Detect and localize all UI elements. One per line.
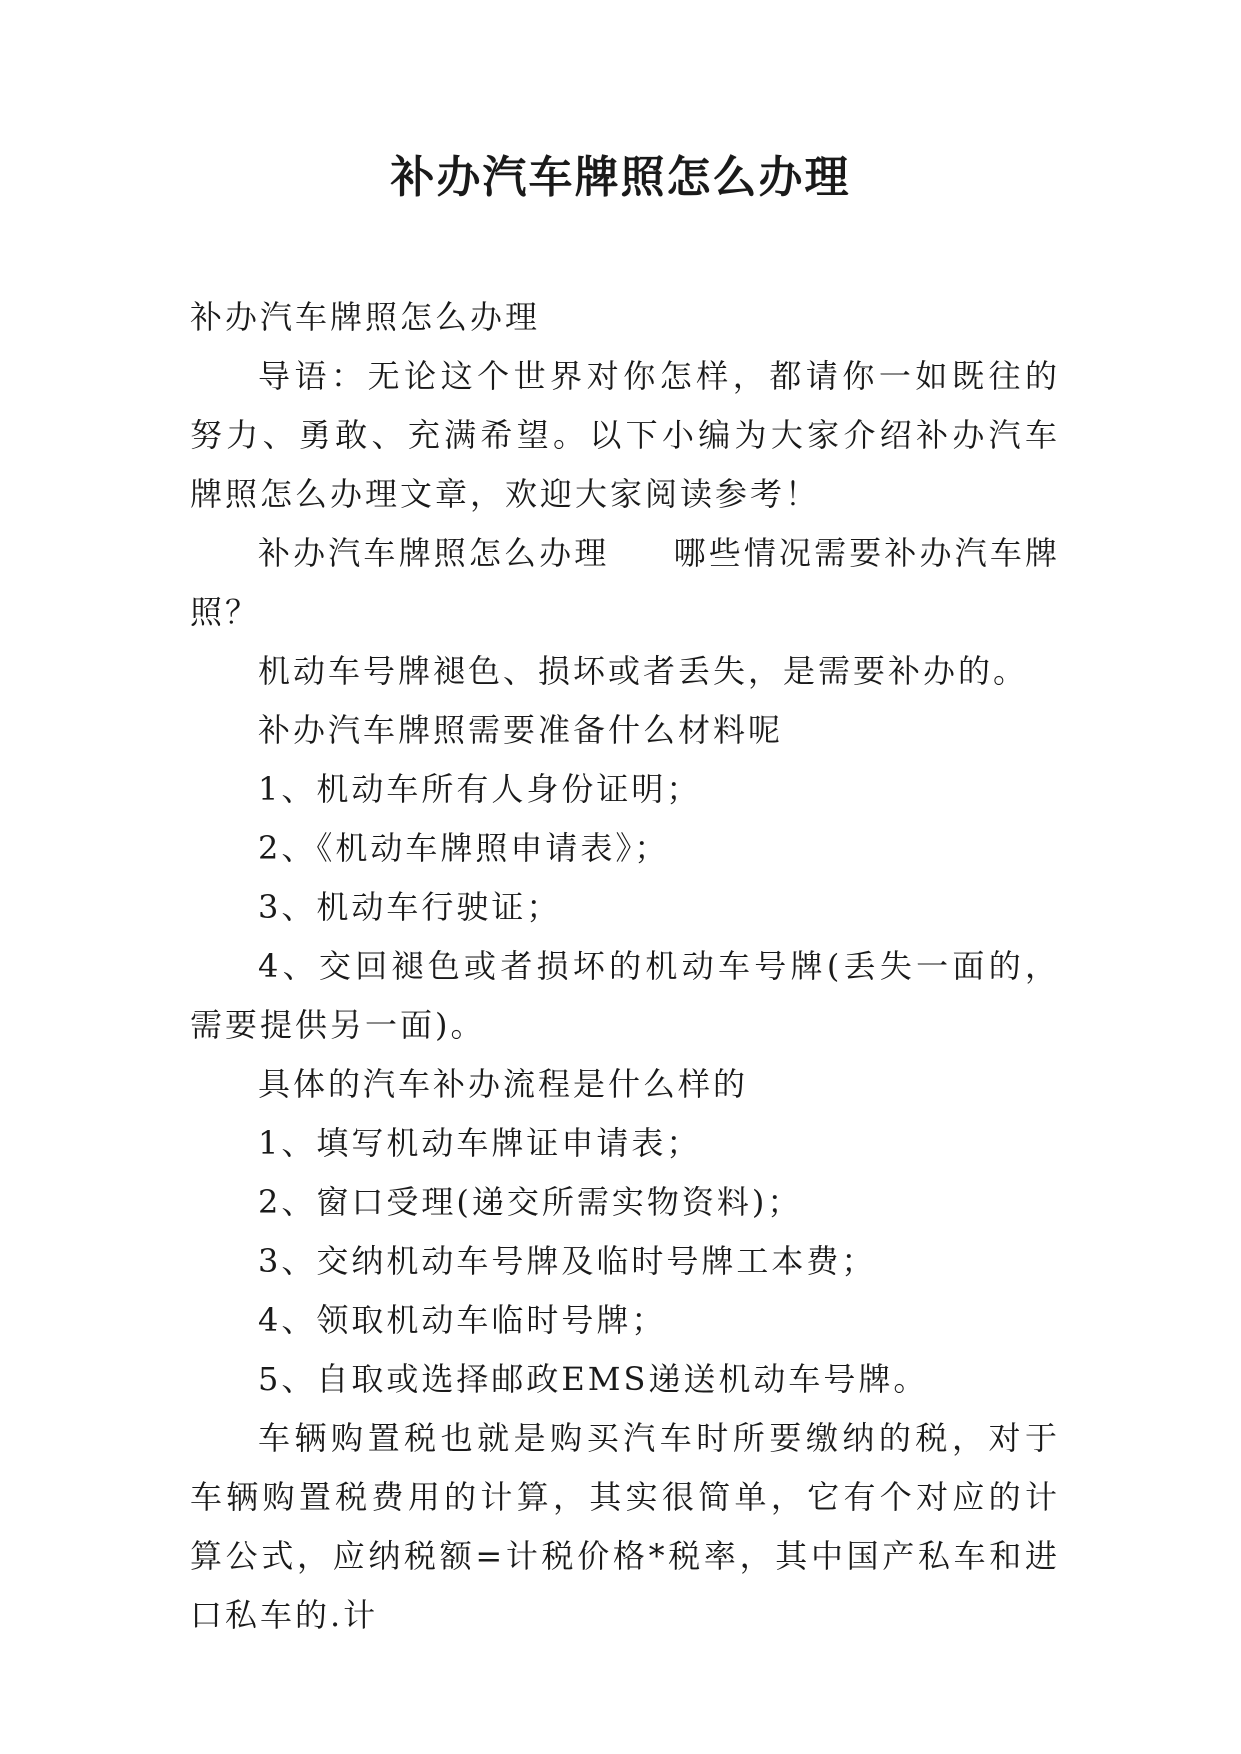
process-step-3: 3、交纳机动车号牌及临时号牌工本费； [258,1242,877,1280]
material-item-1: 1、机动车所有人身份证明； [258,770,702,808]
document-title: 补办汽车牌照怎么办理 [390,152,851,203]
document-subtitle: 补办汽车牌照怎么办理 [190,298,541,336]
process-step-4: 4、领取机动车临时号牌； [258,1301,667,1339]
document-body [190,288,1060,1645]
process-heading: 具体的汽车补办流程是什么样的 [258,1065,749,1103]
situation-paragraph: 机动车号牌褪色、损坏或者丢失，是需要补办的。 [258,652,1029,690]
section-heading-paragraph [190,524,1060,642]
process-step-1: 1、填写机动车牌证申请表； [258,1124,702,1162]
process-step-2: 2、窗口受理(递交所需实物资料)； [258,1183,803,1221]
section-heading-b: 哪些情况需要补办汽车牌照？ [190,534,1060,631]
material-item-4: 4、交回褪色或者损坏的机动车号牌(丢失一面的，需要提供另一面)。 [190,947,1060,1044]
material-item-3: 3、机动车行驶证； [258,888,562,926]
material-item-2: 2、《机动车牌照申请表》； [258,829,670,867]
intro-paragraph: 导语：无论这个世界对你怎样，都请你一如既往的努力、勇敢、充满希望。以下小编为大家介绍补办汽车牌照怎么办理文章，欢迎大家阅读参考！ [190,357,1060,513]
materials-heading: 补办汽车牌照需要准备什么材料呢 [258,711,784,749]
tax-paragraph: 车辆购置税也就是购买汽车时所要缴纳的税，对于车辆购置税费用的计算，其实很简单，它有个对应的计算公式，应纳税额=计税价格*税率，其中国产私车和进口私车的.计 [190,1419,1060,1634]
section-heading-a: 补办汽车牌照怎么办理 [258,534,610,572]
process-step-5: 5、自取或选择邮政EMS递送机动车号牌。 [258,1360,929,1398]
